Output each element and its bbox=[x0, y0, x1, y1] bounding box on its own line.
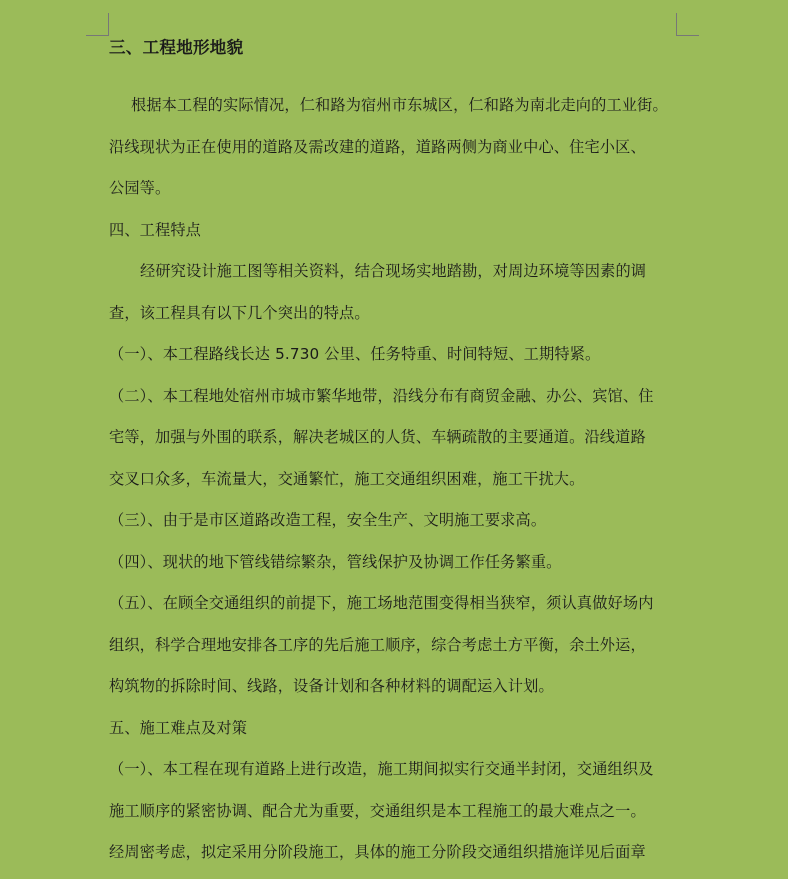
paragraph-line: 构筑物的拆除时间、线路，设备计划和各种材料的调配运入计划。 bbox=[109, 677, 554, 695]
paragraph-line: 经研究设计施工图等相关资料，结合现场实地踏勘，对周边环境等因素的调 bbox=[140, 262, 647, 280]
section-heading-3: 三、工程地形地貌 bbox=[109, 38, 244, 57]
crop-mark-top-left bbox=[86, 13, 109, 36]
crop-mark-top-right bbox=[676, 13, 699, 36]
paragraph-line: 公园等。 bbox=[109, 179, 171, 197]
paragraph-line: 查，该工程具有以下几个突出的特点。 bbox=[109, 304, 370, 322]
section-heading-4: 四、工程特点 bbox=[109, 221, 202, 239]
list-item: （二）、本工程地处宿州市城市繁华地带，沿线分布有商贸金融、办公、宾馆、住 bbox=[109, 387, 654, 405]
paragraph-line: 宅等，加强与外围的联系，解决老城区的人货、车辆疏散的主要通道。沿线道路 bbox=[109, 428, 646, 446]
paragraph-line: 交叉口众多，车流量大，交通繁忙，施工交通组织困难，施工干扰大。 bbox=[109, 470, 585, 488]
paragraph-line: 沿线现状为正在使用的道路及需改建的道路，道路两侧为商业中心、住宅小区、 bbox=[109, 138, 646, 156]
list-item: （四）、现状的地下管线错综繁杂，管线保护及协调工作任务繁重。 bbox=[109, 553, 562, 571]
list-item: （一）、本工程在现有道路上进行改造，施工期间拟实行交通半封闭，交通组织及 bbox=[109, 760, 654, 778]
paragraph-line: 经周密考虑，拟定采用分阶段施工，具体的施工分阶段交通组织措施详见后面章 bbox=[109, 843, 646, 861]
paragraph-line: 组织，科学合理地安排各工序的先后施工顺序，综合考虑土方平衡，余土外运， bbox=[109, 636, 646, 654]
section-heading-5: 五、施工难点及对策 bbox=[109, 719, 248, 737]
paragraph-line: 施工顺序的紧密协调、配合尤为重要，交通组织是本工程施工的最大难点之一。 bbox=[109, 802, 646, 820]
list-item: （一）、本工程路线长达 5.730 公里、任务特重、时间特短、工期特紧。 bbox=[109, 345, 601, 363]
list-item: （三）、由于是市区道路改造工程，安全生产、文明施工要求高。 bbox=[109, 511, 547, 529]
list-item: （五）、在顾全交通组织的前提下，施工场地范围变得相当狭窄，须认真做好场内 bbox=[109, 594, 654, 612]
paragraph-line: 根据本工程的实际情况，仁和路为宿州市东城区，仁和路为南北走向的工业街。 bbox=[131, 96, 668, 114]
